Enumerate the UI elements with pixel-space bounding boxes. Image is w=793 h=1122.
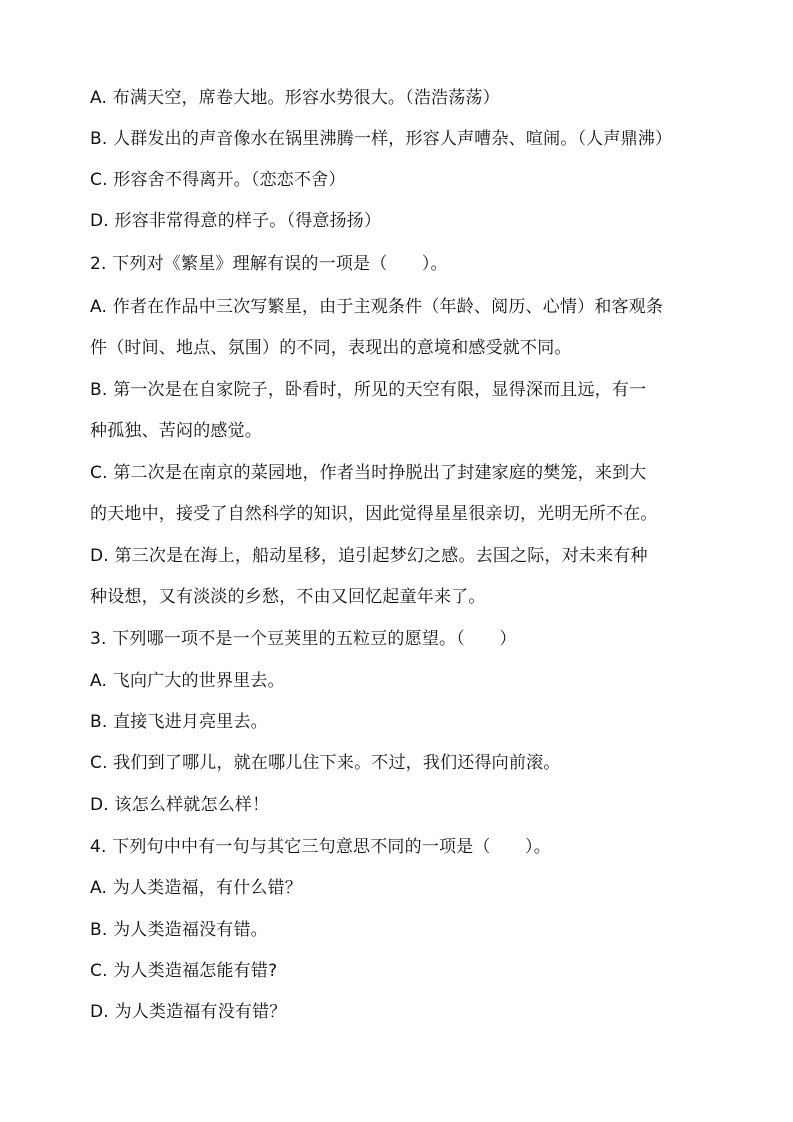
q3-option-c: C. 我们到了哪儿，就在哪儿住下来。不过，我们还得向前滚。 <box>90 753 561 773</box>
q2-option-a-line-2: 件（时间、地点、氛围）的不同，表现出的意境和感受就不同。 <box>90 338 572 358</box>
q2-option-c-line-2: 的天地中，接受了自然科学的知识，因此觉得星星很亲切，光明无所不在。 <box>90 504 658 524</box>
question-3-stem: 3. 下列哪一项不是一个豆荚里的五粒豆的愿望。（ ） <box>90 629 517 649</box>
q2-option-b-line-2: 种孤独、苦闷的感觉。 <box>90 421 262 441</box>
q3-option-d: D. 该怎么样就怎么样！ <box>90 795 270 815</box>
q1-option-a: A. 布满天空，席卷大地。形容水势很大。（浩浩荡荡） <box>90 88 500 108</box>
q4-option-c: C. 为人类造福怎能有错? <box>90 961 278 981</box>
q3-option-b: B. 直接飞进月亮里去。 <box>90 712 268 732</box>
question-2-stem: 2. 下列对《繁星》理解有误的一项是（ ）。 <box>90 254 448 274</box>
q4-option-d: D. 为人类造福有没有错？ <box>90 1002 287 1022</box>
q4-option-b: B. 为人类造福没有错。 <box>90 920 268 940</box>
q1-option-d: D. 形容非常得意的样子。（得意扬扬） <box>90 211 382 231</box>
q1-option-c: C. 形容舍不得离开。（恋恋不舍） <box>90 170 346 190</box>
q2-option-d-line-2: 种设想，又有淡淡的乡愁，不由又回忆起童年来了。 <box>90 587 486 607</box>
q2-option-b-line-1: B. 第一次是在自家院子，卧看时，所见的天空有限，显得深而且远，有一 <box>90 380 647 400</box>
q2-option-d-line-1: D. 第三次是在海上，船动星移，追引起梦幻之感。去国之际，对未来有种 <box>90 546 648 566</box>
q3-option-a: A. 飞向广大的世界里去。 <box>90 671 285 691</box>
question-4-stem: 4. 下列句中中有一句与其它三句意思不同的一项是（ ）。 <box>90 837 551 857</box>
q4-option-a: A. 为人类造福，有什么错？ <box>90 878 302 898</box>
q1-option-b: B. 人群发出的声音像水在锅里沸腾一样，形容人声嘈杂、喧闹。（人声鼎沸） <box>90 129 673 149</box>
q2-option-a-line-1: A. 作者在作品中三次写繁星，由于主观条件（年龄、阅历、心情）和客观条 <box>90 297 664 317</box>
q2-option-c-line-1: C. 第二次是在南京的菜园地，作者当时挣脱出了封建家庭的樊笼，来到大 <box>90 463 647 483</box>
